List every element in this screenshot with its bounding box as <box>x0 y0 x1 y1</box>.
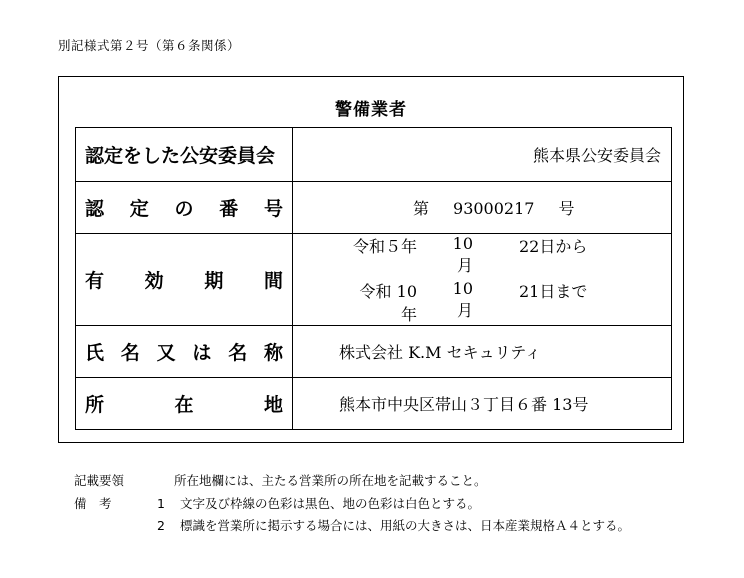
note-row <box>74 470 630 493</box>
label-char: 有 <box>85 270 105 292</box>
note-row <box>74 493 630 516</box>
notes-title-instructions: 記載要領 <box>74 473 125 488</box>
from-day: 22日から <box>519 237 588 256</box>
notes-section <box>74 470 630 538</box>
cert-number-value: 93000217 <box>453 199 535 218</box>
sign-frame <box>58 76 684 443</box>
label-char: 号 <box>263 198 283 220</box>
note-row <box>74 515 630 538</box>
note-number: 1 <box>157 495 165 511</box>
note-text: 文字及び枠線の色彩は黒色、地の色彩は白色とする。 <box>180 495 481 511</box>
address-value: 熊本市中央区帯山３丁目６番 13号 <box>293 378 672 430</box>
commission-value: 熊本県公安委員会 <box>293 128 672 182</box>
form-number-label: 別記様式第２号（第６条関係） <box>58 38 241 53</box>
spaced-label <box>85 390 283 417</box>
from-month: 10月 <box>452 234 473 275</box>
spaced-label <box>85 194 283 221</box>
spaced-label <box>85 338 283 365</box>
label-char: の <box>174 198 194 220</box>
label-char: 称 <box>263 342 283 364</box>
from-era: 令和５年 <box>352 237 417 256</box>
row-label-validity <box>76 234 293 326</box>
to-day: 21日まで <box>519 282 588 301</box>
table-row <box>76 182 672 234</box>
table-row <box>76 378 672 430</box>
notes-text-instructions: 所在地欄には、主たる営業所の所在地を記載すること。 <box>174 473 487 488</box>
to-month: 10月 <box>452 279 473 320</box>
label-char: 地 <box>263 394 283 416</box>
label-char: は <box>192 342 212 364</box>
info-table <box>75 127 672 430</box>
table-row <box>76 326 672 378</box>
label-char: 効 <box>144 270 164 292</box>
table-row <box>76 234 672 326</box>
label-char: 氏 <box>85 342 105 364</box>
spaced-label <box>85 266 283 293</box>
company-name-value: 株式会社 K.M セキュリティ <box>293 326 672 378</box>
validity-cell <box>293 234 672 326</box>
validity-period <box>351 234 671 325</box>
row-label-name <box>76 326 293 378</box>
row-label-commission: 認定をした公安委員会 <box>76 128 293 182</box>
sign-heading: 警備業者 <box>335 100 407 120</box>
label-char: 名 <box>120 342 140 364</box>
note-text: 標識を営業所に掲示する場合には、用紙の大きさは、日本産業規格Ａ４とする。 <box>180 518 631 533</box>
label-char: 期 <box>204 270 224 292</box>
table-row <box>76 128 672 182</box>
row-label-cert-number <box>76 182 293 234</box>
label-char: 定 <box>129 198 149 220</box>
label-char: 所 <box>85 394 105 416</box>
label-char: 認 <box>85 198 105 220</box>
cert-number-suffix: 号 <box>558 199 575 218</box>
notes-title-remarks: 備 考 <box>74 495 112 511</box>
row-label-address <box>76 378 293 430</box>
label-char: 番 <box>219 198 239 220</box>
label-char: 間 <box>263 270 283 292</box>
cert-number-prefix: 第 <box>413 199 430 218</box>
cert-number-cell <box>293 182 672 234</box>
label-char: 在 <box>174 394 194 416</box>
label-char: 名 <box>228 342 248 364</box>
to-era: 令和 10年 <box>359 282 417 324</box>
note-number: 2 <box>157 518 165 533</box>
label-char: 又 <box>156 342 176 364</box>
